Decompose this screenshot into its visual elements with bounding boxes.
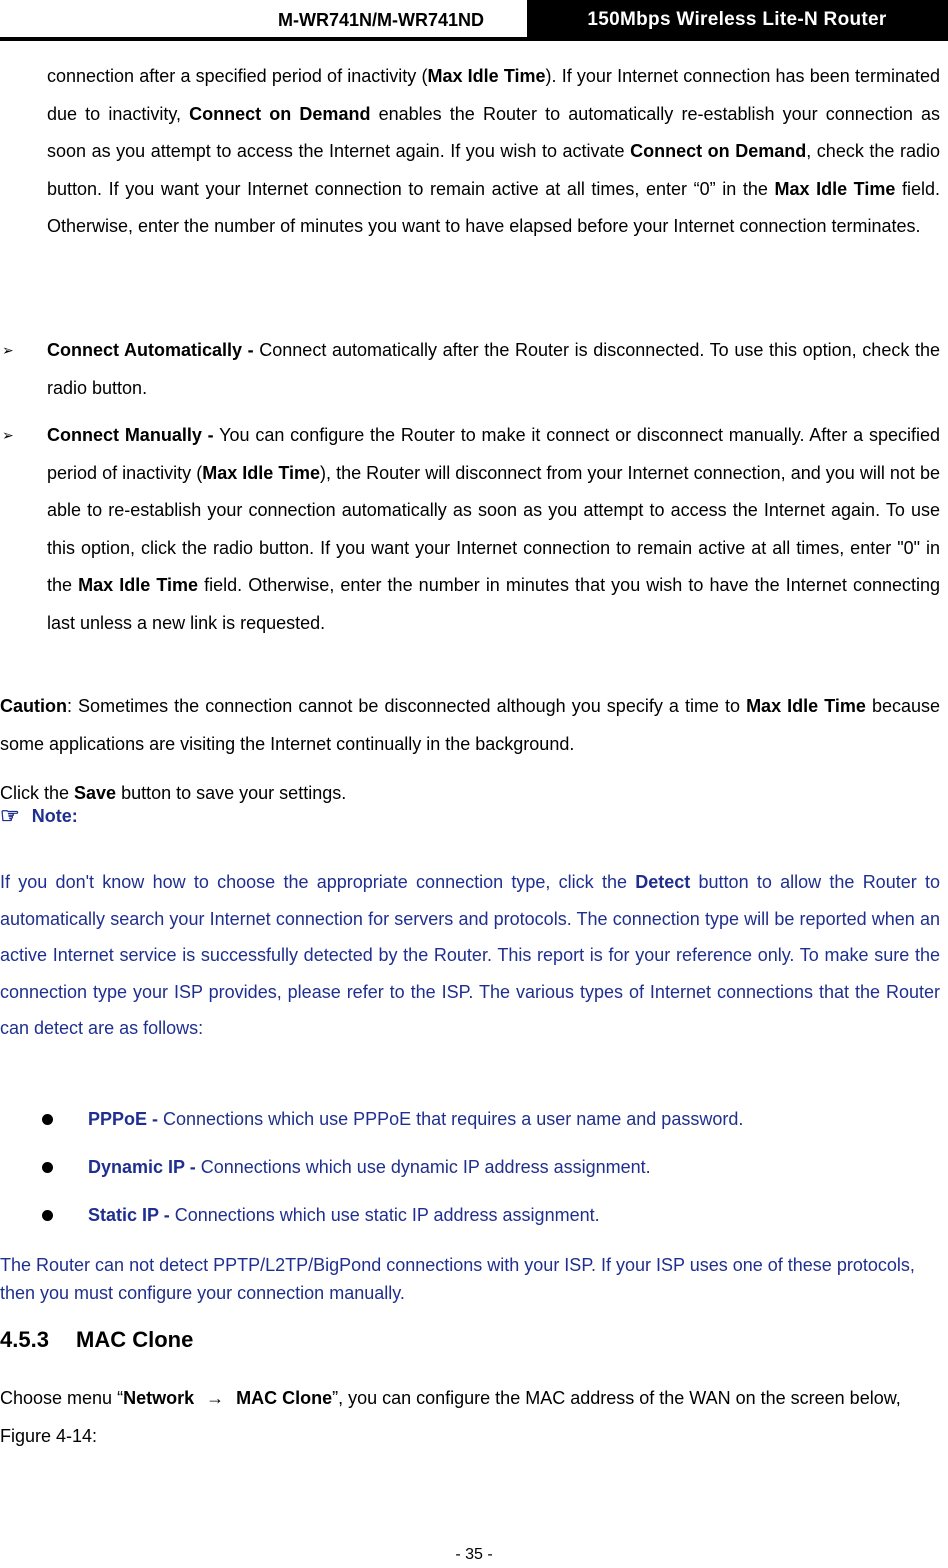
- arrow-right-icon: →: [206, 1388, 225, 1408]
- pointing-hand-icon: ☞: [0, 803, 20, 828]
- note-heading: [0, 798, 78, 834]
- section-heading: [0, 1327, 193, 1353]
- bullet-dot-icon: [42, 1210, 53, 1221]
- bullet-dot-icon: [42, 1114, 53, 1125]
- arrow-bullet-icon: ➢: [2, 427, 14, 443]
- header-rule: [0, 37, 948, 41]
- page-header: [0, 0, 948, 44]
- model-name: M-WR741N/M-WR741ND: [277, 10, 484, 30]
- arrow-bullet-icon: ➢: [2, 342, 14, 358]
- section-title: MAC Clone: [76, 1327, 194, 1352]
- type-item-dynamic-ip: Dynamic IP - Connections which use dynamic IP address assignment.: [88, 1157, 651, 1177]
- intro-paragraph: connection after a specified period of inactivity (Max Idle Time). If your Internet connection has been terminated due to inactivity, Connect on Demand enables the Router to automatically re-establish your connection as soon as you attempt to access the Internet again. If you wish to activate Connect on Demand, check the radio button. If you want your Internet connection to remain active at all times, enter “0” in the Max Idle Time field. Otherwise, enter the number of minutes you want to have elapsed before your Internet connection terminates.: [47, 66, 940, 236]
- save-paragraph: Click the Save button to save your settings.: [0, 783, 347, 803]
- caution-paragraph: Caution: Sometimes the connection cannot be disconnected although you specify a time to Max Idle Time because some applications are visiting the Internet continually in the background.: [0, 696, 940, 754]
- choose-menu-paragraph: Choose menu “Network → MAC Clone”, you can configure the MAC address of the WAN on the screen below, Figure 4-14:: [0, 1388, 901, 1446]
- no-detect-paragraph: The Router can not detect PPTP/L2TP/BigPond connections with your ISP. If your ISP uses one of these protocols, then you must configure your connection manually.: [0, 1255, 915, 1303]
- page-number: - 35 -: [455, 1546, 493, 1563]
- connect-automatically-paragraph: Connect Automatically - Connect automatically after the Router is disconnected. To use this option, check the radio button.: [47, 340, 940, 398]
- connect-manually-paragraph: Connect Manually - You can configure the Router to make it connect or disconnect manually. After a specified period of inactivity (Max Idle Time), the Router will disconnect from your Internet connection, and you will not be able to re-establish your connection automatically as soon as you attempt to access the Internet again. To use this option, click the radio button. If you want your Internet connection to remain active at all times, enter "0" in the Max Idle Time field. Otherwise, enter the number in minutes that you wish to have the Internet connecting last unless a new link is requested.: [47, 425, 941, 633]
- type-item-static-ip: Static IP - Connections which use static IP address assignment.: [88, 1205, 600, 1225]
- section-number: 4.5.3: [0, 1327, 49, 1352]
- product-name: 150Mbps Wireless Lite-N Router: [527, 0, 947, 38]
- note-label: Note:: [31, 805, 78, 826]
- type-item-pppoe: PPPoE - Connections which use PPPoE that requires a user name and password.: [88, 1109, 744, 1129]
- note-paragraph: If you don't know how to choose the appropriate connection type, click the Detect button to allow the Router to automatically search your Internet connection for servers and protocols. The connection type will be reported when an active Internet service is successfully detected by the Router. This report is for your reference only. To make sure the connection type your ISP provides, please refer to the ISP. The various types of Internet connections that the Router can detect are as follows:: [0, 872, 940, 1039]
- bullet-dot-icon: [42, 1162, 53, 1173]
